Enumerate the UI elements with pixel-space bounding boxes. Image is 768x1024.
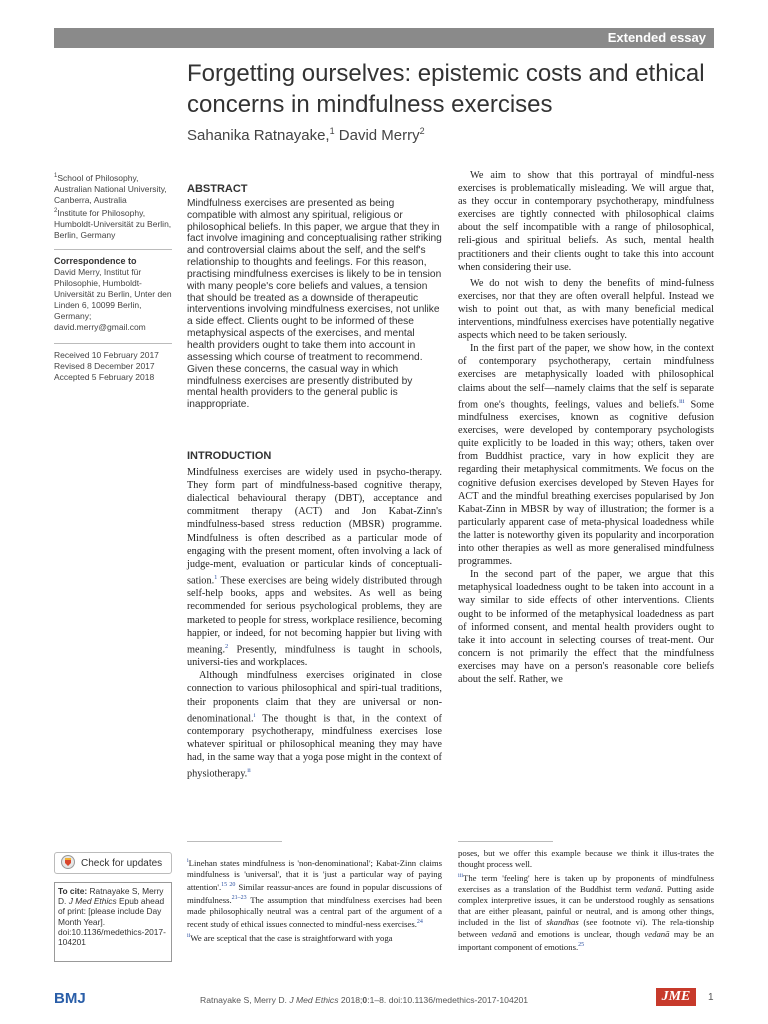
cite-journal: J Med Ethics [68, 896, 117, 907]
intro-heading: INTRODUCTION [187, 450, 272, 462]
right-paragraph-3 [458, 342, 714, 568]
introduction [187, 450, 442, 781]
ref-link[interactable]: 1 [214, 573, 218, 581]
citation-box [54, 882, 172, 962]
author-1-sup: 1 [329, 126, 335, 136]
pali-term: vedanā [644, 928, 670, 939]
ref-link[interactable]: 2 [225, 642, 229, 650]
footnote-i-text-a: Linehan states mindfulness is 'non-denominational'; Kabat-Zinn claims mindfulness is 'universal', that it is 'just a particular way of paying attention'. [187, 857, 442, 892]
aff-sup-1: 1 [54, 173, 58, 179]
aff-sup-2: 2 [54, 207, 58, 214]
revised-date: Revised 8 December 2017 [54, 361, 155, 371]
cite-label: To cite: [58, 886, 88, 896]
footnote-iii-text-c: (see footnote vi). The rela-tionship between [458, 917, 714, 939]
intro-p2-text-a: Although mindfulness exercises originated in close connection to various philosophical and spiri-tual traditions, their proponents claim that they are universal or non-denominational. [187, 670, 442, 725]
intro-paragraph-2 [187, 669, 442, 781]
article-dates [54, 350, 172, 383]
footnote-i-text-c: The assumption that mindfulness exercises had been made philosophically neutral was a central part of the argument of a recent study of ethical issues connected to mindful-ness exercises. [187, 894, 442, 930]
intro-p2-text-b: The thought is that, in the context of contemporary psychotherapy, mindfulness exercises lose whatever spiritual or philosophical meaning they may have had, in the same way that a yoga pose might in the context of physiotherapy. [187, 713, 442, 780]
footnote-marker: ii [187, 933, 191, 940]
received-date: Received 10 February 2017 [54, 350, 159, 360]
ref-link[interactable]: 25 [578, 941, 585, 948]
footnote-ii-continued: poses, but we offer this example because we think it illus-trates the thought process well. [458, 848, 714, 870]
sidebar-divider [54, 249, 172, 250]
intro-p1-text-b: These exercises are being widely distributed through self-help books, apps and websites. As well as being recommended for serious psychological problems, they are marketed to people for stress, workplace resilience, becoming happier, or indeed, for not becoming happier but living with meaning. [187, 575, 442, 656]
footnote-marker: iii [458, 873, 464, 880]
pali-term: vedanā [635, 884, 661, 895]
footnote-iii-text-e: may be an important component of emotions. [458, 928, 714, 952]
page-number: 1 [708, 992, 714, 1003]
footer-year: 2018; [338, 995, 363, 1005]
correspondence-body: David Merry, Institut für Philosophie, Humboldt-Universität zu Berlin, Unter den Linden 6, 10099 Berlin, Germany; david.merry@gmail.com [54, 267, 172, 332]
page-footer-citation [200, 995, 528, 1005]
footer-authors: Ratnayake S, Merry D. [200, 995, 290, 1005]
check-for-updates-button[interactable] [54, 852, 172, 874]
author-line [187, 126, 425, 144]
bmj-logo[interactable]: BMJ [54, 990, 86, 1007]
footnote-ii-text: We are sceptical that the case is straightforward with yoga [190, 933, 393, 944]
intro-p1-text-a: Mindfulness exercises are widely used in psycho-therapy. They form part of mindfulness-based cognitive therapy, dialectical behavioural therapy (DBT), acceptance and commitment therapy (ACT) and Jon Kabat-Zinn's mindfulness-based stress reduction (MBSR) programme. Mindfulness is often described as a particular mode of engaging with the present moment, often involving a lack of judge-ment, evaluation or particular kinds of conceptuali-sation. [187, 467, 442, 587]
footnote-iii [458, 871, 714, 952]
right-p3-text-a: In the first part of the paper, we show how, in the context of contemporary psychotherapy, certain mindfulness exercises are metaphysically loaded with philosophical claims about the self—namely claims that the self is separate from one's thoughts, feelings, values and beliefs. [458, 343, 714, 411]
footnote-ii [187, 931, 442, 944]
footer-volume: 0 [362, 995, 368, 1005]
author-1[interactable]: Sahanika Ratnayake, [187, 127, 330, 144]
intro-paragraph-1 [187, 466, 442, 669]
abstract-text: Mindfulness exercises are presented as being compatible with almost any spiritual, religious or philosophical beliefs. In this paper, we argue that they in fact involve imagining and conceptualising rather striking and controversial claims about the self, and the self's relationship to thoughts and feelings. For this reason, practising mindfulness exercises is likely to be in tension with many people's core beliefs and values, a tension that should be treated as a downside of therapeutic interventions involving mindfulness exercises, not unlike a side effect. Clients ought to be informed of these metaphysical aspects of the exercises, and mental health providers ought to take them into account in assessing which course of treatment to recommend. Given these concerns, the casual way in which mindfulness exercises are presently distributed by mental health providers to the general public is inappropriate. [187, 197, 442, 411]
author-2[interactable]: David Merry [334, 127, 420, 144]
affiliations [54, 171, 172, 241]
pali-term: skandhas [546, 917, 579, 928]
footnote-i-text-b: Similar reassur-ances are found in popular discussions of mindfulness. [187, 881, 443, 905]
footnote-iii-text-a: The term 'feeling' here is taken up by proponents of mindfulness exercises as a translation of the Buddhist term [458, 873, 714, 895]
pali-term: vedanā [491, 928, 517, 939]
author-2-sup: 2 [419, 126, 425, 136]
crossmark-icon [61, 855, 75, 872]
cite-authors: Ratnayake S, Merry D. [58, 886, 164, 907]
footnotes-left [187, 856, 442, 945]
footnote-iii-text-b: . Putting aside complex interpretive issues, it can be understood roughly as sensations that are either pleasant, painful or neutral, and is among other things, included in the list of [458, 884, 714, 928]
affiliation-1: School of Philosophy, Australian National University, Canberra, Australia [54, 172, 167, 205]
right-p3-text-b: Some mindfulness exercises, known as cognitive defusion exercises, were developed by contemporary psychologists quite explicitly to be loaded in this way; others, taken over from Buddhist practice, vary in how explicit they are regarding their metaphysical commitments. We focus on the cognitive defusion exercises developed by Steven Hayes for ACT and the mindful breathing exercises popularised by Jon Kabat-Zinn in MBSR by way of illustration; the former is a particularly apparent case of meta-physical loadedness while the latter is noteworthy given its popularity and incorporation into other therapies as well as more generalised mindfulness programmes. [458, 399, 714, 568]
abstract-heading: ABSTRACT [187, 183, 248, 195]
footnote-divider [458, 841, 553, 842]
footnotes-right [458, 848, 714, 954]
footer-doi[interactable]: :1–8. doi:10.1136/medethics-2017-104201 [367, 995, 529, 1005]
right-paragraph-4: In the second part of the paper, we argue that this metaphysical loadedness ought to be taken into account in a way similar to side effects of other interventions. Clients ought to be informed of the metaphysical loadedness as part of informed consent, and mental health providers ought to take it into account in selecting courses of treat-ment. Our concern is not primarily the effect that the mindfulness exercises may have on a person's reasonable core beliefs about the self. Rather, we [458, 569, 714, 685]
sidebar-divider [54, 343, 172, 344]
footnote-link[interactable]: ii [247, 767, 251, 775]
right-paragraph-1: We aim to show that this portrayal of mindful-ness exercises is problematically misleading. We will argue that, as they occur in contemporary psychotherapy, mindfulness exercises are tightly connected with philosophical claims about the self incompatible with a range of philosophical, reli-gious and spiritual beliefs. As such, mental health practitioners and their clients ought to take this into account when considering their use. [458, 170, 714, 273]
cite-details[interactable]: Epub ahead of print: [please include Day Month Year]. doi:10.1136/medethics-2017-104201 [58, 896, 166, 948]
footer-journal: J Med Ethics [289, 995, 339, 1005]
correspondence-heading: Correspondence to [54, 256, 137, 266]
article-title: Forgetting ourselves: epistemic costs and ethical concerns in mindfulness exercises [187, 60, 705, 118]
ref-link[interactable]: 15 20 [221, 882, 236, 889]
intro-p1-text-c: Presently, mindfulness is taught in schools, universi-ties and workplaces. [187, 644, 442, 669]
correspondence [54, 256, 172, 333]
article-type-banner: Extended essay [54, 28, 714, 48]
footnote-link[interactable]: iii [679, 397, 685, 405]
ref-link[interactable]: 21–23 [231, 895, 247, 902]
footnote-i [187, 856, 442, 930]
affiliation-2: Institute for Philosophy, Humboldt-Universität zu Berlin, Berlin, Germany [54, 207, 172, 240]
footnote-divider [187, 841, 282, 842]
right-paragraph-2: We do not wish to deny the benefits of mind-fulness exercises, nor that they are often overall helpful. Instead we wish to point out that, as with many beneficial medical interventions, mindfulness exercises have potentially negative aspects which need to be taken seriously. [458, 277, 714, 342]
right-column [458, 169, 714, 686]
footnote-link[interactable]: i [253, 711, 256, 719]
accepted-date: Accepted 5 February 2018 [54, 372, 155, 382]
jme-logo[interactable]: JME [656, 988, 696, 1006]
check-for-updates-label: Check for updates [81, 857, 163, 869]
footnote-marker: i [187, 858, 189, 864]
abstract [187, 184, 442, 411]
footnote-iii-text-d: and emotions is unclear, though [516, 928, 645, 939]
ref-link[interactable]: 24 [416, 919, 423, 926]
